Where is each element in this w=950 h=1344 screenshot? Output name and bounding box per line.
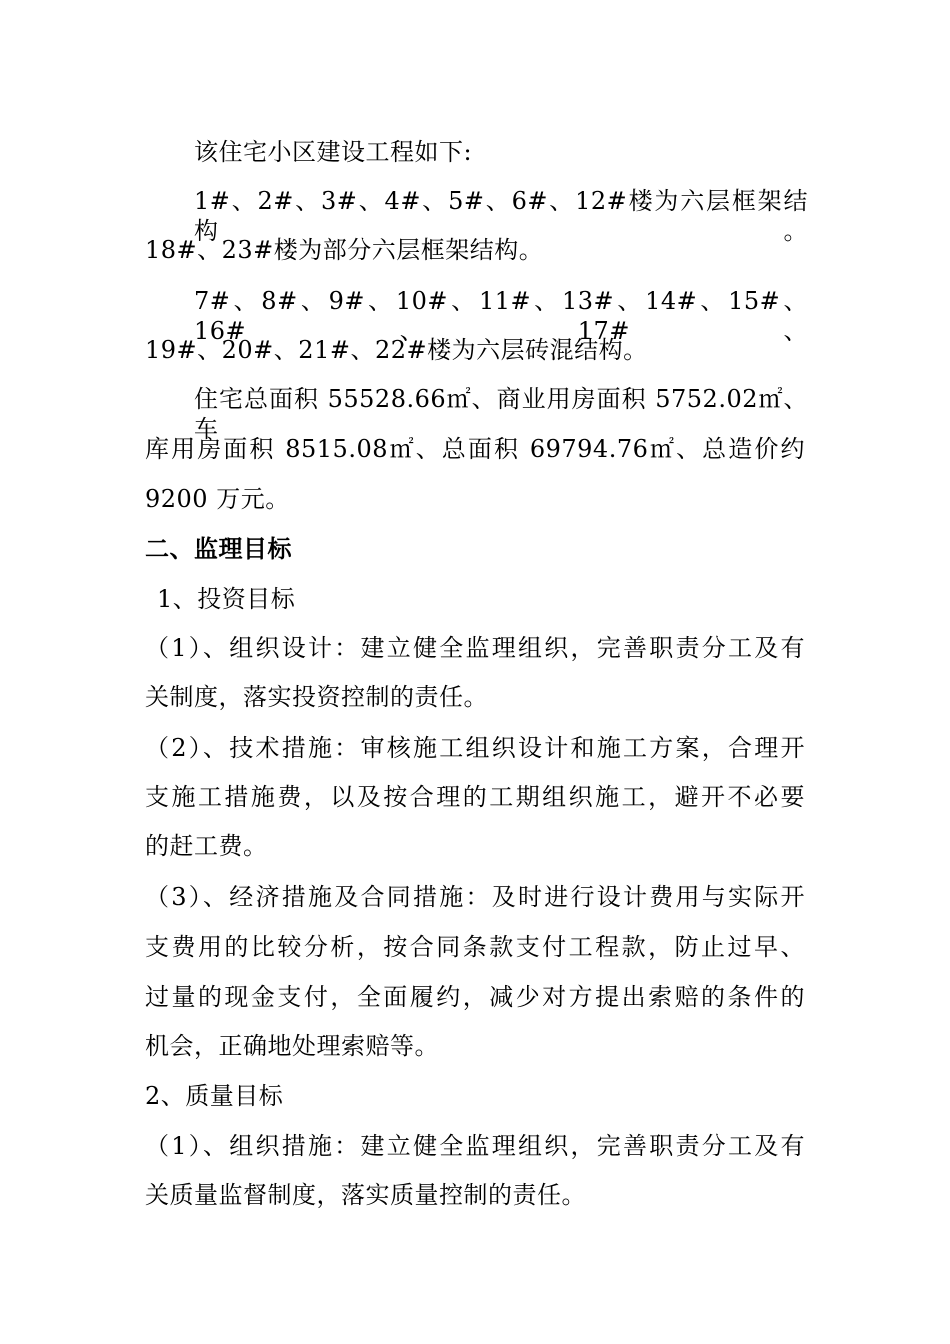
area-line-2: 库用房面积 8515.08㎡、总面积 69794.76㎡、总造价约 xyxy=(145,435,805,463)
investment-item-1-line-1: （1）、组织设计：建立健全监理组织，完善职责分工及有 xyxy=(145,634,805,662)
investment-item-3-line-1: （3）、经济措施及合同措施：及时进行设计费用与实际开 xyxy=(145,883,805,911)
masonry-structure-line-1: 7#、8#、9#、10#、11#、13#、14#、15#、16#、17#、 xyxy=(194,287,808,345)
investment-item-2-line-1: （2）、技术措施：审核施工组织设计和施工方案，合理开 xyxy=(145,734,805,762)
investment-goal-heading: 1、投资目标 xyxy=(157,585,296,613)
investment-item-3-line-3: 过量的现金支付，全面履约，减少对方提出索赔的条件的 xyxy=(145,983,805,1011)
investment-item-2-line-2: 支施工措施费，以及按合理的工期组织施工，避开不必要 xyxy=(145,783,805,811)
quality-item-1-line-2: 关质量监督制度，落实质量控制的责任。 xyxy=(145,1181,586,1209)
section-heading: 二、监理目标 xyxy=(145,534,292,563)
intro-paragraph: 该住宅小区建设工程如下: xyxy=(194,138,473,166)
quality-item-1-line-1: （1）、组织措施：建立健全监理组织，完善职责分工及有 xyxy=(145,1132,805,1160)
masonry-structure-line-2: 19#、20#、21#、22#楼为六层砖混结构。 xyxy=(145,336,648,364)
quality-goal-heading: 2、质量目标 xyxy=(145,1082,284,1110)
investment-item-3-line-4: 机会，正确地处理索赔等。 xyxy=(145,1032,439,1060)
investment-item-2-line-3: 的赶工费。 xyxy=(145,832,268,860)
investment-item-3-line-2: 支费用的比较分析，按合同条款支付工程款，防止过早、 xyxy=(145,933,805,961)
area-line-3: 9200 万元。 xyxy=(145,485,290,513)
investment-item-1-line-2: 关制度，落实投资控制的责任。 xyxy=(145,683,488,711)
frame-structure-line-2: 18#、23#楼为部分六层框架结构。 xyxy=(145,236,544,264)
area-line-1: 住宅总面积 55528.66㎡、商业用房面积 5752.02㎡、车 xyxy=(194,385,808,443)
frame-structure-line-1: 1#、2#、3#、4#、5#、6#、12#楼为六层框架结构。 xyxy=(194,187,808,245)
